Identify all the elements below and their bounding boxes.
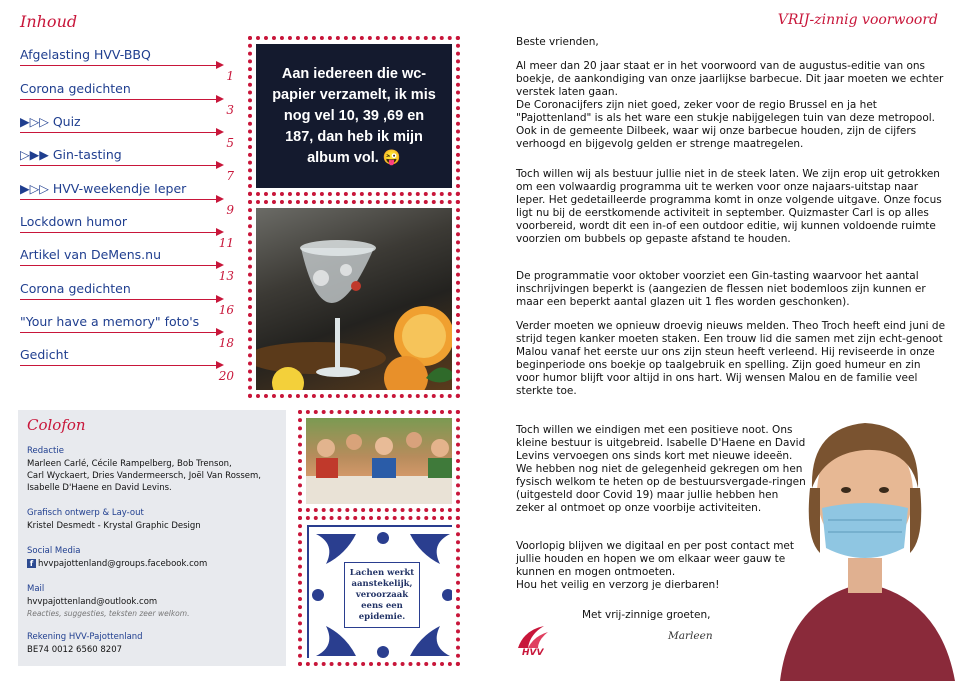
- toc-item-label: Afgelasting HVV-BBQ: [20, 47, 151, 62]
- arrow-right-icon: [216, 328, 224, 336]
- gin-photo-stamp: [248, 200, 460, 398]
- hvv-logo-text: HVV: [522, 648, 544, 658]
- arrow-right-icon: [216, 195, 224, 203]
- letter-paragraph: Al meer dan 20 jaar staat er in het voorwoord van de augustus-editie van ons boekje, de aankondiging van onze jaarlijkse barbecue. Dit jaar moeten we echter verstek laten gaan. De Coronacijfers zijn niet goed, zeker voor de regio Brussel en ja het "Pajottenland" is als het ware een stukje nabijgelegen tuin van deze metropool. Ook in de gemeente Dilbeek, waar wij onze barbecue houden, zijn de cijfers verhoogd en bijgevolg gelden er strenge maatregelen.: [516, 60, 944, 150]
- toc-item[interactable]: [20, 147, 234, 183]
- voorwoord-title: VRIJ-zinnig voorwoord: [777, 12, 938, 28]
- toc-divider: [20, 365, 220, 366]
- letter-paragraph: Voorlopig blijven we digitaal en per post contact met jullie houden en hopen we om elkaar weer gauw te kunnen en mogen ontmoeten. Hou het veilig en verzorg je dierbaren!: [516, 540, 795, 591]
- toc-divider: [20, 99, 220, 100]
- letter-paragraph: Verder moeten we opnieuw droevig nieuws melden. Theo Troch heeft eind juni de strijd tegen kanker moeten staken. Een trouw lid die samen met zijn echt-genoot Malou vanaf het eerste uur ons zijn steun heeft verleend. Hij reviseerde in onze beginperiode ons boekje op taalgebruik en spelling. Zijn goed humeur en zin voor humor blijft voor altijd in ons hart. Wij wensen Malou en de familie veel sterkte toe.: [516, 320, 946, 397]
- social-link[interactable]: [27, 558, 207, 570]
- toc-divider: [20, 299, 220, 300]
- ontwerp-heading: Grafisch ontwerp & Lay-out: [27, 508, 144, 518]
- toc-page-number: 20: [218, 369, 234, 383]
- redactie-line: Carl Wyckaert, Dries Vandermeersch, Joël Van Rossem,: [27, 471, 261, 481]
- toc-item-label: "Your have a memory" foto's: [20, 314, 200, 329]
- toc-divider: [20, 265, 220, 266]
- toc-item-label: Lockdown humor: [20, 214, 128, 229]
- toc-item[interactable]: [20, 81, 234, 117]
- redactie-line: Isabelle D'Haene en David Levins.: [27, 483, 172, 493]
- toc-divider: [20, 332, 220, 333]
- toc-page-number: 11: [218, 236, 234, 250]
- toc-item[interactable]: [20, 214, 234, 250]
- portrait-illustration: [770, 408, 960, 681]
- letter-paragraph: Toch willen we eindigen met een positieve noot. Ons kleine bestuur is uitgebreid. Isabelle D'Haene en David Levins vervoegen ons sinds kort met nieuwe ideeën. We hebben nog niet de gelegenheid gekregen om hen fysisch welkom te heten op de bestuursvergade-ringen (uitgesteld door Covid 19) maar jullie hebben hen zeker al ontmoet op onze voorbije activiteiten.: [516, 424, 806, 514]
- toc-page-number: 9: [226, 203, 234, 217]
- toc-item-label: ▷▶▶ Gin-tasting: [20, 147, 122, 162]
- toc-item-label: ▶▷▷ Quiz: [20, 114, 81, 129]
- toc-item-label: ▶▷▷ HVV-weekendje Ieper: [20, 181, 187, 196]
- delft-tile: [306, 524, 452, 658]
- tile-quote: Lachen werkt aanstekelijk, veroorzaak eens een epidemie.: [344, 562, 420, 628]
- letter-closing: Met vrij-zinnige groeten,: [582, 609, 711, 621]
- toc-divider: [20, 232, 220, 233]
- redactie-line: Marleen Carlé, Cécile Rampelberg, Bob Trenson,: [27, 459, 232, 469]
- toc-item[interactable]: [20, 314, 234, 350]
- toc-item[interactable]: [20, 181, 234, 217]
- letter-greeting: Beste vrienden,: [516, 36, 599, 48]
- toc-item[interactable]: [20, 347, 234, 383]
- toc-divider: [20, 165, 220, 166]
- group-people-illustration: [306, 418, 452, 504]
- tile-stamp: [298, 516, 460, 666]
- toc-page-number: 7: [226, 169, 234, 183]
- toc-divider: [20, 199, 220, 200]
- quote-text: Aan iedereen die wc-papier verzamelt, ik mis nog vel 10, 39 ,69 en 187, dan heb ik mijn album vol. 😜: [272, 65, 436, 166]
- rekening-heading: Rekening HVV-Pajottenland: [27, 632, 143, 642]
- toc-page-number: 16: [218, 303, 234, 317]
- group-dinner-photo: [306, 418, 452, 504]
- toc-divider: [20, 132, 220, 133]
- toc-item[interactable]: [20, 247, 234, 283]
- arrow-right-icon: [216, 128, 224, 136]
- mail-link[interactable]: hvvpajottenland@outlook.com: [27, 597, 158, 607]
- colofon-panel: [18, 410, 286, 666]
- toc-page-number: 13: [218, 269, 234, 283]
- arrow-right-icon: [216, 228, 224, 236]
- quote-panel: [256, 44, 452, 188]
- party-photo-stamp: [298, 410, 460, 512]
- toc-item-label: Gedicht: [20, 347, 69, 362]
- gin-glass-illustration: [256, 208, 452, 390]
- rekening-number: BE74 0012 6560 8207: [27, 645, 123, 655]
- mail-note: Reacties, suggesties, teksten zeer welkom.: [27, 609, 190, 618]
- quote-stamp: [248, 36, 460, 196]
- arrow-right-icon: [216, 61, 224, 69]
- toc-page-number: 5: [226, 136, 234, 150]
- hvv-logo: [514, 624, 550, 662]
- gin-tonic-photo: [256, 208, 452, 390]
- toc-item[interactable]: [20, 114, 234, 150]
- toc-item[interactable]: [20, 281, 234, 317]
- arrow-right-icon: [216, 95, 224, 103]
- author-portrait: [770, 408, 960, 681]
- toc-page-number: 3: [226, 103, 234, 117]
- social-text: hvvpajottenland@groups.facebook.com: [38, 559, 208, 569]
- arrow-right-icon: [216, 161, 224, 169]
- redactie-heading: Redactie: [27, 446, 64, 456]
- arrow-right-icon: [216, 295, 224, 303]
- letter-paragraph: De programmatie voor oktober voorziet een Gin-tasting waarvoor het aantal inschrijvingen beperkt is (aangezien de flessen niet bodemloos zijn kunnen er maar een beperkt aantal glazen uit 1 fles worden geschonken).: [516, 270, 926, 308]
- colofon-title: Colofon: [27, 416, 86, 434]
- toc-page-number: 1: [226, 69, 234, 83]
- ontwerp-text: Kristel Desmedt - Krystal Graphic Design: [27, 521, 201, 531]
- toc-item-label: Corona gedichten: [20, 81, 131, 96]
- hvv-flame-icon: [514, 624, 550, 650]
- mail-heading: Mail: [27, 584, 45, 594]
- letter-paragraph: Toch willen wij als bestuur jullie niet in de steek laten. We zijn erop uit getrokken om een volwaardig programma uit te werken voor onze najaars-uitstap naar Ieper. Het gedetailleerde programma komt in onze volgende uitgave. Onze focus ligt nu bij de eerstkomende activiteit in september. Quizmaster Carl is op alles voorbereid, wordt dit een in-of een outdoor editie, wij kunnen voldoende ruimte voorzien om bubbels op gepaste afstand te houden.: [516, 168, 942, 245]
- arrow-right-icon: [216, 261, 224, 269]
- toc-item-label: Corona gedichten: [20, 281, 131, 296]
- facebook-icon: f: [27, 559, 36, 568]
- arrow-right-icon: [216, 361, 224, 369]
- toc-item[interactable]: [20, 47, 234, 83]
- toc-page-number: 18: [218, 336, 234, 350]
- toc-divider: [20, 65, 220, 66]
- social-heading: Social Media: [27, 546, 81, 556]
- inhoud-title: Inhoud: [20, 12, 78, 31]
- letter-signature: Marleen: [668, 630, 713, 642]
- toc-item-label: Artikel van DeMens.nu: [20, 247, 161, 262]
